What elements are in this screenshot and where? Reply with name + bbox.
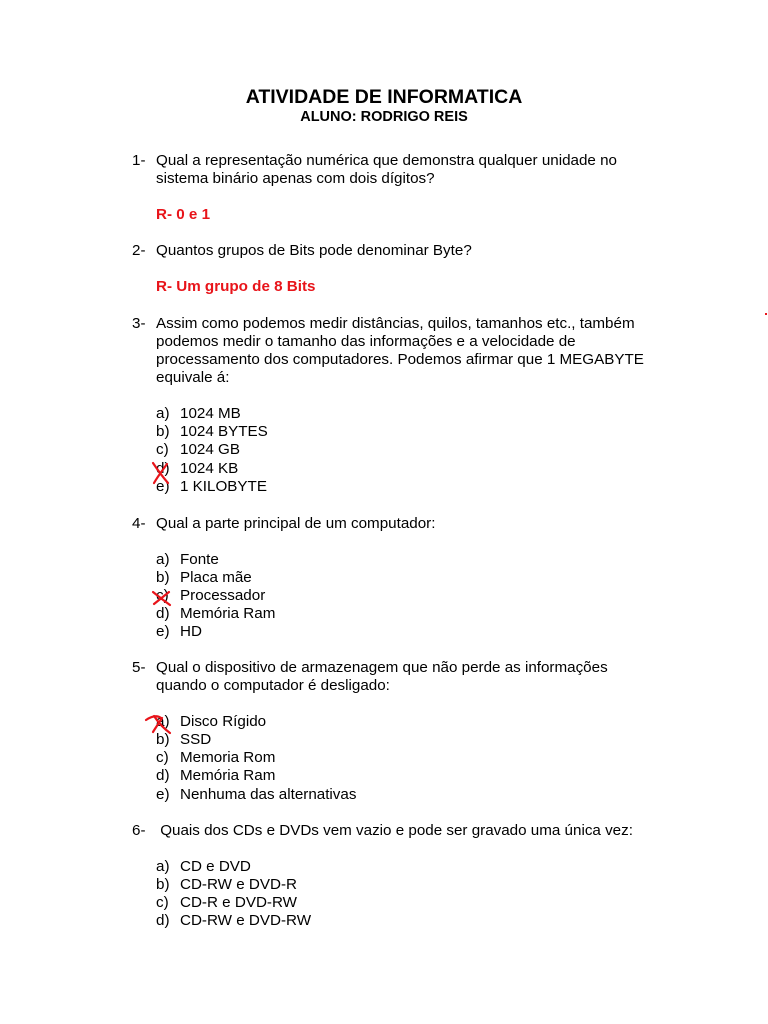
checkmark-x-icon xyxy=(144,712,174,736)
question-5-option-e-letter: e) xyxy=(156,786,170,803)
question-6-option-a: CD e DVD xyxy=(180,858,251,875)
question-3-option-e-letter: e) xyxy=(156,478,170,495)
question-3-text-line-3: processamento dos computadores. Podemos afirmar que 1 MEGABYTE xyxy=(156,351,644,368)
question-4-option-a-letter: a) xyxy=(156,551,170,568)
checkmark-x-icon xyxy=(148,460,174,486)
checkmark-x-icon xyxy=(150,589,174,607)
question-3-text-line-4: equivale á: xyxy=(156,369,230,386)
question-3-text-line-2: podemos medir o tamanho das informações e a velocidade de xyxy=(156,333,576,350)
question-6-option-d-letter: d) xyxy=(156,912,170,929)
question-6-number: 6- xyxy=(132,822,146,839)
question-5-option-b-letter: b) xyxy=(156,731,170,748)
question-5-option-b: SSD xyxy=(180,731,212,748)
question-5-number: 5- xyxy=(132,659,146,676)
question-3-option-e: 1 KILOBYTE xyxy=(180,478,267,495)
question-1-number: 1- xyxy=(132,152,146,169)
question-4-option-d-letter: d) xyxy=(156,605,170,622)
question-4-option-e-letter: e) xyxy=(156,623,170,640)
question-6-option-b: CD-RW e DVD-R xyxy=(180,876,297,893)
question-1-text-line-2: sistema binário apenas com dois dígitos? xyxy=(156,170,435,187)
question-4-option-c: Processador xyxy=(180,587,266,604)
question-4-option-d: Memória Ram xyxy=(180,605,276,622)
question-4-text-line-1: Qual a parte principal de um computador: xyxy=(156,515,436,532)
question-1-answer: R- 0 e 1 xyxy=(156,206,211,223)
question-5-option-d-letter: d) xyxy=(156,767,170,784)
document-title: ATIVIDADE DE INFORMATICA xyxy=(245,86,523,108)
student-name: ALUNO: RODRIGO REIS xyxy=(300,109,468,125)
question-4-option-b-letter: b) xyxy=(156,569,170,586)
question-5-option-c-letter: c) xyxy=(156,749,169,766)
question-3-option-b-letter: b) xyxy=(156,423,170,440)
question-3-number: 3- xyxy=(132,315,146,332)
stray-ink-dot xyxy=(765,313,767,315)
question-3-option-c-letter: c) xyxy=(156,441,169,458)
question-5-option-e: Nenhuma das alternativas xyxy=(180,786,357,803)
question-6-option-c: CD-R e DVD-RW xyxy=(180,894,297,911)
question-3-text-line-1: Assim como podemos medir distâncias, quilos, tamanhos etc., também xyxy=(156,315,635,332)
question-2-text-line-1: Quantos grupos de Bits pode denominar Byte? xyxy=(156,242,472,259)
question-2-answer: R- Um grupo de 8 Bits xyxy=(156,278,316,295)
question-1-text-line-1: Qual a representação numérica que demonstra qualquer unidade no xyxy=(156,152,617,169)
question-5-option-c: Memoria Rom xyxy=(180,749,276,766)
question-2-number: 2- xyxy=(132,242,146,259)
question-6-option-c-letter: c) xyxy=(156,894,169,911)
question-3-option-b: 1024 BYTES xyxy=(180,423,268,440)
question-6-option-b-letter: b) xyxy=(156,876,170,893)
question-5-text-line-2: quando o computador é desligado: xyxy=(156,677,390,694)
question-5-option-a-letter: a) xyxy=(156,713,170,730)
question-3-option-a-letter: a) xyxy=(156,405,170,422)
question-4-option-e: HD xyxy=(180,623,202,640)
question-3-option-c: 1024 GB xyxy=(180,441,240,458)
question-6-text-line-1: Quais dos CDs e DVDs vem vazio e pode ser gravado uma única vez: xyxy=(156,822,633,839)
question-5-option-a: Disco Rígido xyxy=(180,713,267,730)
question-3-option-d-letter: d) xyxy=(156,460,170,477)
question-4-option-b: Placa mãe xyxy=(180,569,252,586)
question-4-option-a: Fonte xyxy=(180,551,219,568)
question-3-option-a: 1024 MB xyxy=(180,405,241,422)
question-6-option-d: CD-RW e DVD-RW xyxy=(180,912,312,929)
question-6-option-a-letter: a) xyxy=(156,858,170,875)
question-4-number: 4- xyxy=(132,515,146,532)
question-3-option-d: 1024 KB xyxy=(180,460,239,477)
question-5-option-d: Memória Ram xyxy=(180,767,276,784)
question-4-option-c-letter: c) xyxy=(156,587,169,604)
question-5-text-line-1: Qual o dispositivo de armazenagem que não perde as informações xyxy=(156,659,608,676)
